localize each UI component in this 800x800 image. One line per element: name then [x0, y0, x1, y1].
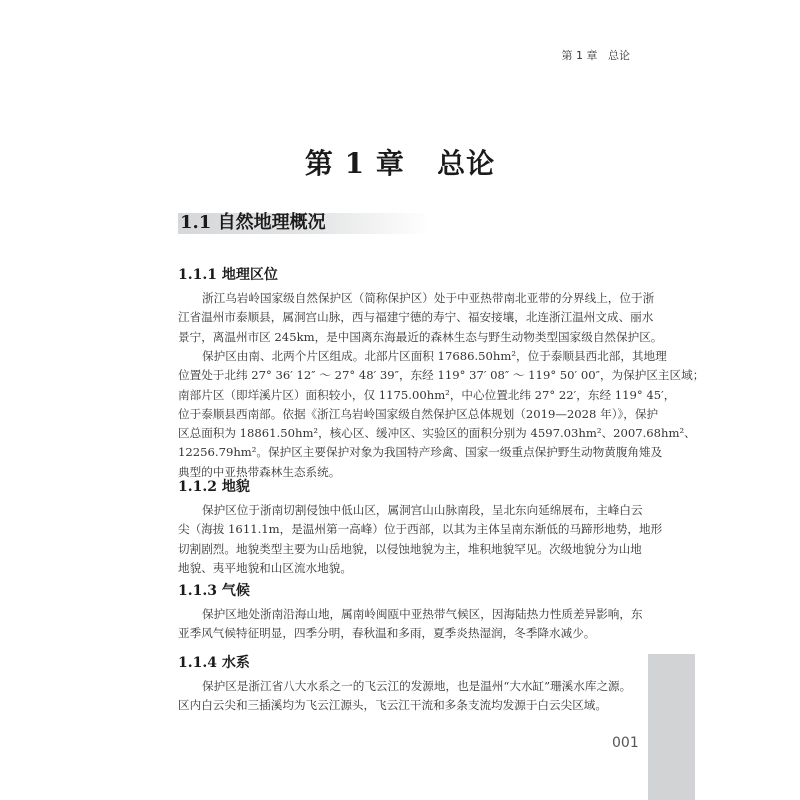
subsection-title: 1.1.3 气候	[178, 583, 250, 599]
paragraph	[178, 501, 663, 578]
paragraph-line: 典型的中亚热带森林生态系统。	[178, 464, 341, 479]
paragraph	[178, 605, 643, 644]
paragraph-line: 位于泰顺县西南部。依据《浙江乌岩岭国家级自然保护区总体规划（2019—2028 年）》，保护	[178, 406, 659, 421]
subsection-title: 1.1.1 地理区位	[178, 267, 278, 283]
paragraph-line: 尖（海拔 1611.1m，是温州第一高峰）位于西部，以其为主体呈南东渐低的马蹄形地势，地形	[178, 522, 663, 537]
paragraph-line: 保护区由南、北两个片区组成。北部片区面积 17686.50hm²，位于泰顺县西北部，其地理	[202, 349, 667, 363]
chapter-title: 第 1 章 总论	[304, 147, 496, 180]
paragraph-line: 12256.79hm²。保护区主要保护对象为我国特产珍禽、国家一级重点保护野生动物黄腹角雉及	[178, 445, 663, 460]
paragraph-line: 地貌、夷平地貌和山区流水地貌。	[178, 560, 352, 575]
paragraph-line: 保护区地处浙南沿海山地，属南岭闽瓯中亚热带气候区，因海陆热力性质差异影响，东	[202, 607, 643, 621]
chapter-thumb-tab	[648, 654, 695, 800]
page-number: 001	[612, 735, 639, 751]
paragraph-line: 浙江乌岩岭国家级自然保护区（简称保护区）处于中亚热带南北亚带的分界线上，位于浙	[202, 291, 655, 305]
paragraph	[178, 289, 663, 347]
subsection-title: 1.1.2 地貌	[178, 479, 250, 495]
paragraph-line: 位置处于北纬 27° 36′ 12″ ～ 27° 48′ 39″，东经 119° 37′ 08″ ～ 119° 50′ 00″，为保护区主区域；	[178, 368, 705, 383]
paragraph-line: 南部片区（即垟溪片区）面积较小，仅 1175.00hm²，中心位置北纬 27° 22′，东经 119° 45′，	[178, 387, 676, 402]
paragraph	[178, 677, 632, 716]
paragraph-line: 保护区是浙江省八大水系之一的飞云江的发源地，也是温州“大水缸”珊溪水库之源。	[202, 679, 632, 693]
paragraph-line: 亚季风气候特征明显，四季分明，春秋温和多雨，夏季炎热湿润，冬季降水减少。	[178, 626, 596, 641]
paragraph	[178, 347, 705, 482]
subsection-title: 1.1.4 水系	[178, 655, 250, 671]
paragraph-line: 区内白云尖和三插溪均为飞云江源头，飞云江干流和多条支流均发源于白云尖区域。	[178, 698, 607, 713]
section-title: 1.1 自然地理概况	[180, 212, 326, 233]
paragraph-line: 区总面积为 18861.50hm²，核心区、缓冲区、实验区的面积分别为 4597.03hm²、2007.68hm²、	[178, 426, 696, 441]
running-head: 第 1 章 总论	[561, 49, 630, 62]
paragraph-line: 切割剧烈。地貌类型主要为山岳地貌，以侵蚀地貌为主，堆积地貌罕见。次级地貌分为山地	[178, 541, 642, 556]
paragraph-line: 江省温州市泰顺县，属洞宫山脉，西与福建宁德的寿宁、福安接壤，北连浙江温州文成、丽水	[178, 310, 654, 325]
paragraph-line: 保护区位于浙南切割侵蚀中低山区，属洞宫山山脉南段，呈北东向延绵展布，主峰白云	[202, 503, 643, 517]
paragraph-line: 景宁，离温州市区 245km，是中国离东海最近的森林生态与野生动物类型国家级自然保护区。	[178, 329, 663, 344]
